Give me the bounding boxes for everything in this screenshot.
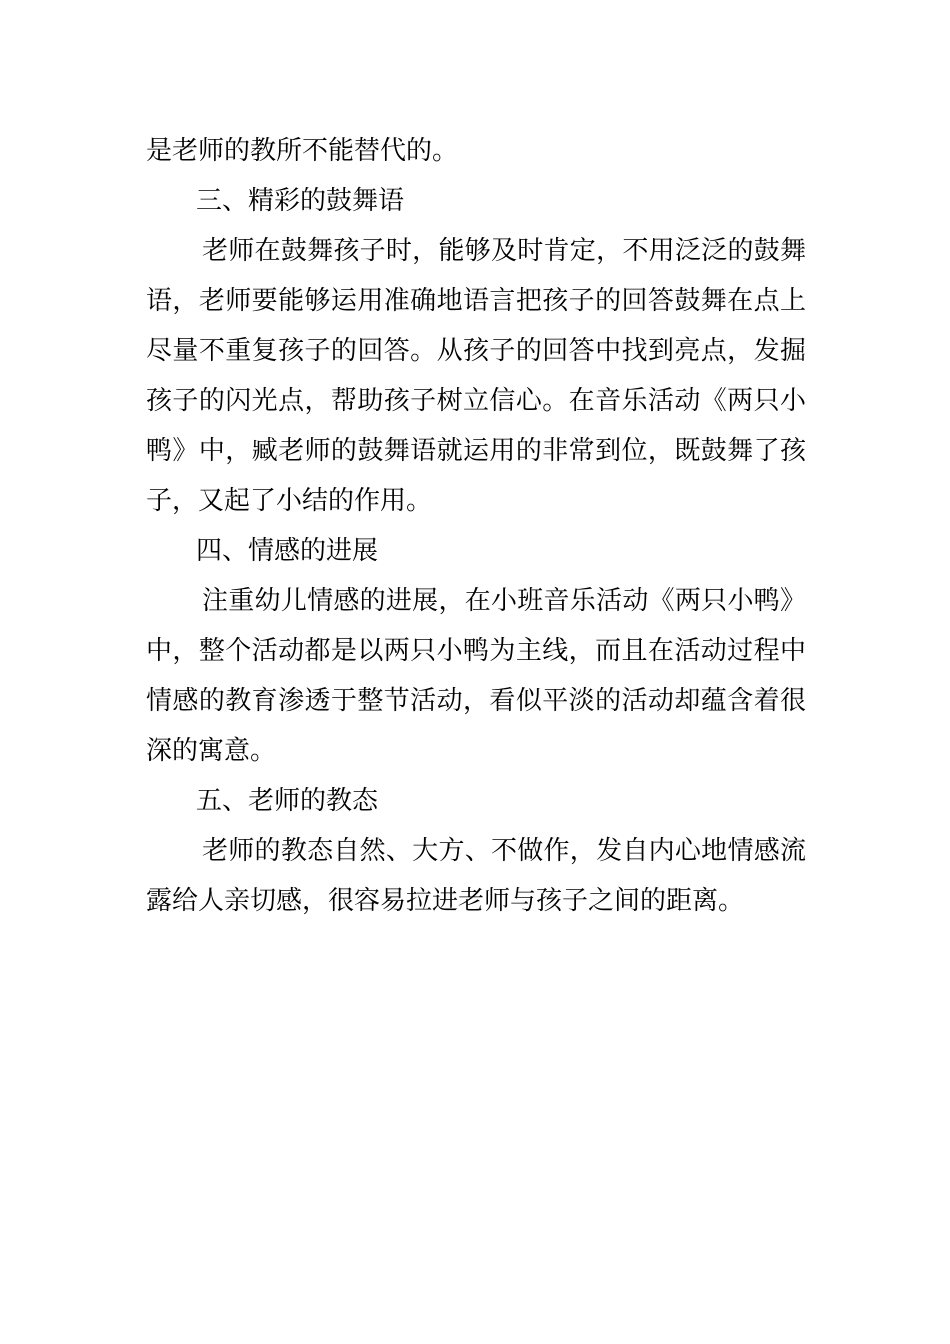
section-heading: 三、精彩的鼓舞语 bbox=[196, 186, 405, 216]
paragraph-line: 情感的教育渗透于整节活动，看似平淡的活动却蕴含着很 bbox=[146, 686, 806, 716]
paragraph-line: 鸭》中，臧老师的鼓舞语就运用的非常到位，既鼓舞了孩 bbox=[146, 436, 806, 466]
paragraph-line: 子，又起了小结的作用。 bbox=[146, 486, 433, 516]
paragraph-line: 露给人亲切感，很容易拉进老师与孩子之间的距离。 bbox=[146, 886, 745, 916]
paragraph-line: 注重幼儿情感的进展，在小班音乐活动《两只小鸭》 bbox=[202, 586, 806, 616]
paragraph-line: 老师在鼓舞孩子时，能够及时肯定，不用泛泛的鼓舞 bbox=[202, 236, 806, 266]
paragraph-line: 孩子的闪光点，帮助孩子树立信心。在音乐活动《两只小 bbox=[146, 386, 806, 416]
continuation-line: 是老师的教所不能替代的。 bbox=[146, 136, 459, 166]
section-heading: 四、情感的进展 bbox=[196, 536, 379, 566]
document-body bbox=[146, 126, 806, 926]
paragraph-line: 语，老师要能够运用准确地语言把孩子的回答鼓舞在点上 bbox=[146, 286, 806, 316]
paragraph-line: 尽量不重复孩子的回答。从孩子的回答中找到亮点，发掘 bbox=[146, 336, 806, 366]
section-heading: 五、老师的教态 bbox=[196, 786, 379, 816]
paragraph-line: 老师的教态自然、大方、不做作，发自内心地情感流 bbox=[202, 836, 806, 866]
paragraph-line: 中，整个活动都是以两只小鸭为主线，而且在活动过程中 bbox=[146, 636, 806, 666]
paragraph-line: 深的寓意。 bbox=[146, 736, 277, 766]
